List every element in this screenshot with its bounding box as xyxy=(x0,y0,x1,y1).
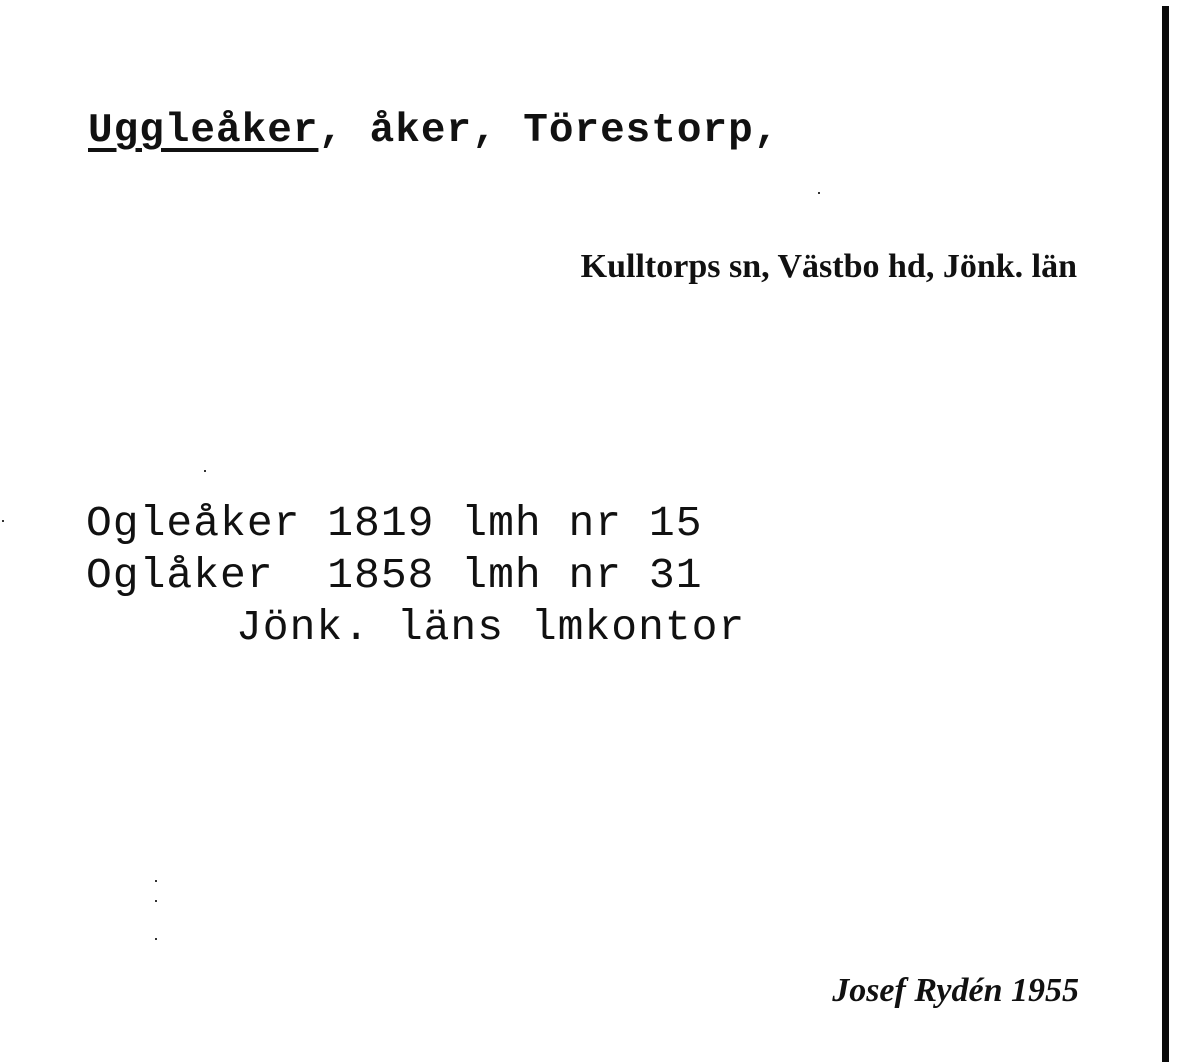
dust-speck xyxy=(155,880,157,882)
card-edge xyxy=(1162,6,1169,1062)
place-name-heading xyxy=(88,108,779,154)
source-line: Ogleåker 1819 lmh nr 15 xyxy=(86,499,703,548)
dust-speck xyxy=(204,470,206,472)
place-description: , åker, Törestorp, xyxy=(318,108,780,154)
source-list xyxy=(86,498,745,654)
signature: Josef Rydén 1955 xyxy=(832,972,1079,1009)
source-line: Oglåker 1858 lmh nr 31 xyxy=(86,551,703,600)
dust-speck xyxy=(818,192,820,194)
parish-location: Kulltorps sn, Västbo hd, Jönk. län xyxy=(580,248,1077,285)
place-name: Uggleåker xyxy=(88,108,319,154)
dust-speck xyxy=(155,900,157,902)
dust-speck xyxy=(2,520,4,522)
dust-speck xyxy=(155,938,157,940)
source-archive: Jönk. läns lmkontor xyxy=(236,603,746,652)
